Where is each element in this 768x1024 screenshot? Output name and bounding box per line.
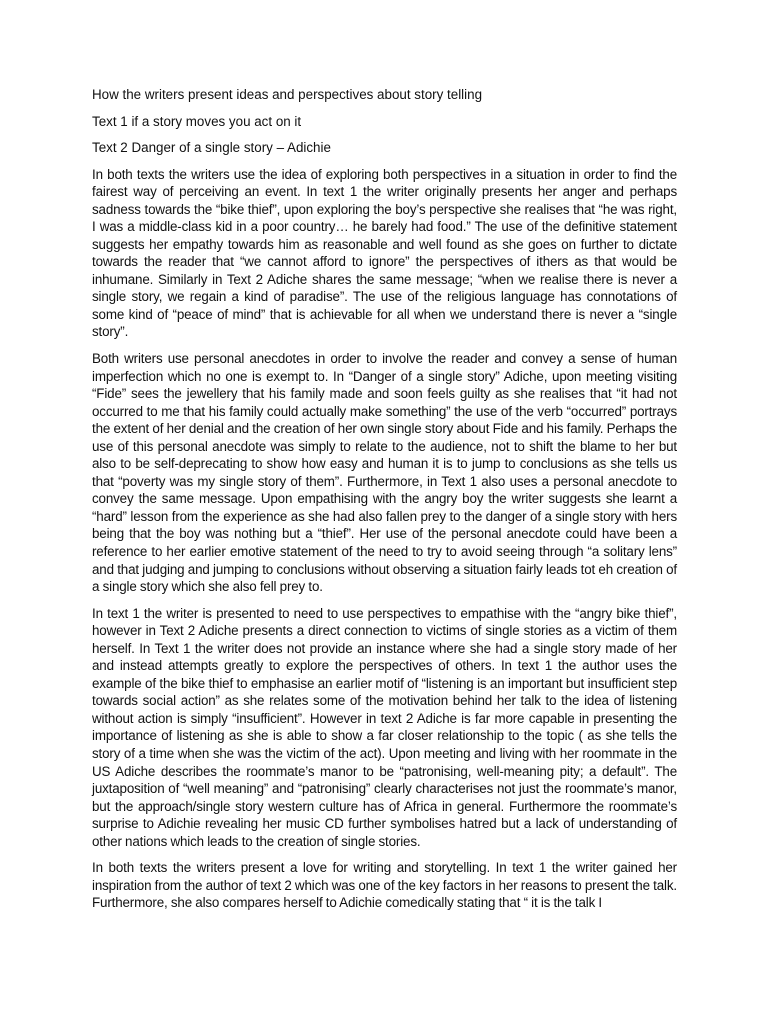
text2-heading: Text 2 Danger of a single story – Adichie — [92, 140, 331, 155]
paragraph-2: Both writers use personal anecdotes in order to involve the reader and convey a sense of human imperfection which no one is exempt to. In “Danger of a single story” Adiche, upon meeting visiting “Fide” sees the jewellery that his family made and soon feels guilty as she realises that “it had not occurred to me that his family could actually make something” the use of the verb “occurred” portrays the extent of her denial and the creation of her own single story about Fide and his family. Perhaps the use of this personal anecdote was simply to relate to the audience, not to shift the blame to her but also to be self-deprecating to show how easy and human it is to jump to conclusions as she tells us that “poverty was my single story of them”. Furthermore, in Text 1 also uses a personal anecdote to convey the same message. Upon empathising with the angry boy the writer suggests she learnt a “hard” lesson from the experience as she had also fallen prey to the danger of a single story with hers being that the boy was nothing but a “thief”. Her use of the personal anecdote could have been a reference to her earlier emotive statement of the need to try to avoid seeing through “a solitary lens” and that judging and jumping to conclusions without observing a situation fairly leads tot eh creation of a single story which she also fell prey to. — [92, 350, 677, 595]
text1-heading: Text 1 if a story moves you act on it — [92, 113, 302, 129]
document-page — [92, 86, 677, 921]
document-title: How the writers present ideas and perspectives about story telling — [92, 87, 483, 102]
paragraph-1: In both texts the writers use the idea of exploring both perspectives in a situation in order to find the fairest way of perceiving an event. In text 1 the writer originally presents her anger and perhaps sadness towards the “bike thief”, upon exploring the boy’s perspective she realises that “he was right, I was a middle-class kid in a poor country… he barely had food.” The use of the definitive statement suggests her empathy towards him as reasonable and well found as she goes on further to dictate towards the reader that “we cannot afford to ignore” the perspectives of ithers as that would be inhumane. Similarly in Text 2 Adiche shares the same message; “when we realise there is never a single story, we regain a kind of paradise”. The use of the religious language has connotations of some kind of “peace of mind” that is achievable for all when we understand there is never a “single story”. — [92, 166, 677, 340]
paragraph-4: In both texts the writers present a love for writing and storytelling. In text 1 the writer gained her inspiration from the author of text 2 which was one of the key factors in her reasons to present the talk. Furthermore, she also compares herself to Adichie comedically stating that “ it is the talk I — [92, 860, 677, 911]
paragraph-3: In text 1 the writer is presented to need to use perspectives to empathise with the “angry bike thief”, however in Text 2 Adiche presents a direct connection to victims of single stories as a victim of them herself. In Text 1 the writer does not provide an instance where she had a single story made of her and instead attempts greatly to explore the perspectives of others. In text 1 the author uses the example of the bike thief to emphasise an earlier motif of “listening is an important but insufficient step towards social action” as she relates some of the motivation behind her talk to the idea of listening without action is simply “insufficient”. However in text 2 Adiche is far more capable in presenting the importance of listening as she is able to show a far closer relationship to the topic ( as she tells the story of a time when she was the victim of the act). Upon meeting and living with her roommate in the US Adiche describes the roommate’s manor to be “patronising, well-meaning pity; a default”. The juxtaposition of “well meaning” and “patronising” clearly characterises not just the roommate’s manor, but the approach/single story western culture has of Africa in general. Furthermore the roommate’s surprise to Adichie revealing her music CD further symbolises hatred but a lack of understanding of other nations which leads to the creation of single stories. — [92, 605, 677, 849]
